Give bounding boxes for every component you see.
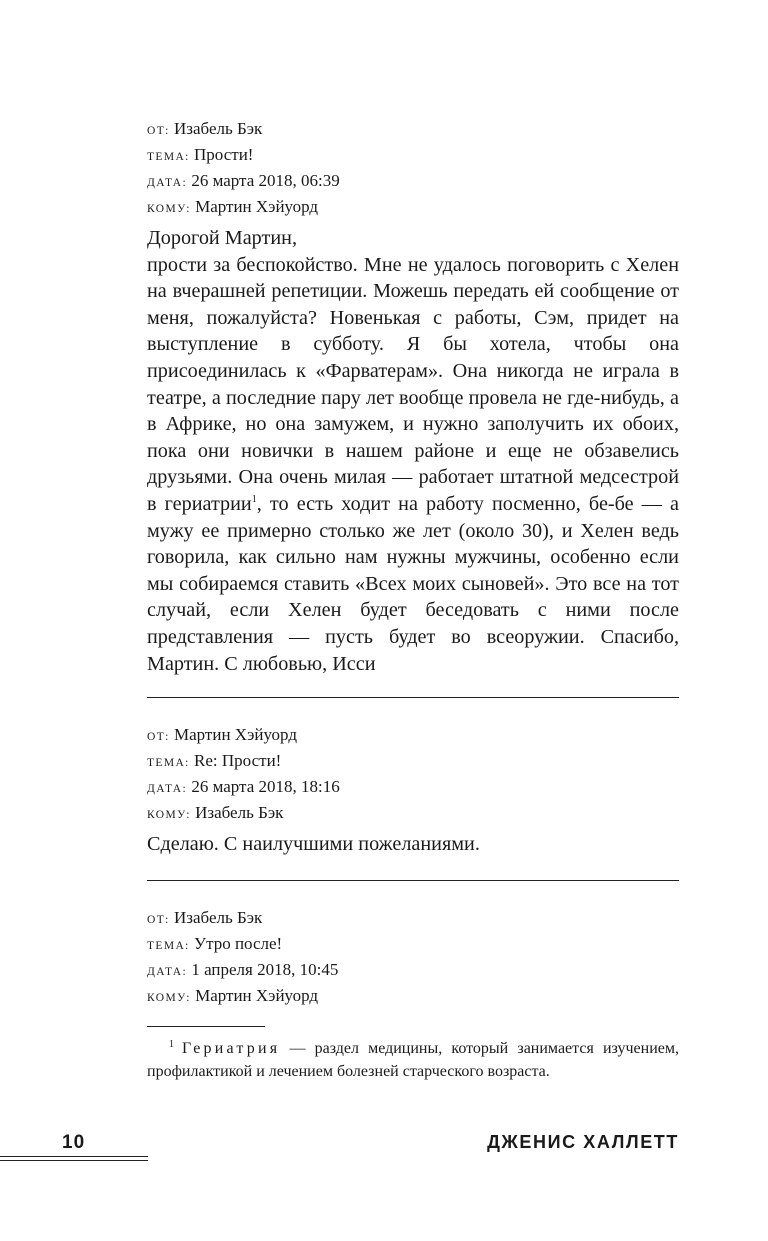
subject-value: Re: Прости! <box>194 751 282 770</box>
email-date-line <box>147 775 687 801</box>
footnote-term: Гериатрия <box>182 1040 281 1057</box>
email-body-text-part2: , то есть ходит на работу посменно, бе-бе — а мужу ее примерно столько же лет (около 30), и Хелен ведь говорила, как сильно нам нужны мужчины, особенно если мы собираемся ставить «Всех моих сыновей». Это все на тот случай, если Хелен будет беседовать с ними после представления — пусть будет во всеоружии. Спасибо, Мартин. С любовью, Исси <box>147 492 679 675</box>
to-value: Мартин Хэйуорд <box>195 986 319 1005</box>
email-from-line <box>147 117 687 143</box>
date-label: ДАТА: <box>147 177 188 189</box>
to-value: Изабель Бэк <box>195 803 284 822</box>
email-body-paragraph <box>147 252 679 678</box>
date-value: 26 марта 2018, 18:16 <box>191 777 340 796</box>
from-label: ОТ: <box>147 731 170 743</box>
email-3-header <box>147 906 687 1010</box>
to-label: КОМУ: <box>147 992 191 1004</box>
footnote-marker: 1 <box>251 493 257 505</box>
email-greeting: Дорогой Мартин, <box>147 227 297 249</box>
subject-label: ТЕМА: <box>147 151 190 163</box>
footer-rule <box>0 1156 148 1157</box>
email-1-body <box>147 225 679 677</box>
email-date-line <box>147 958 687 984</box>
from-label: ОТ: <box>147 125 170 137</box>
date-label: ДАТА: <box>147 783 188 795</box>
footnote <box>147 1033 679 1083</box>
email-separator-1 <box>147 697 679 698</box>
email-body-text-part1: прости за беспокойство. Мне не удалось поговорить с Хелен на вчерашней репетиции. Можешь передать ей сообщение от меня, пожалуйста? Новенькая с работы, Сэм, придет на выступление в субботу. Я бы хотела, чтобы она присоединилась к «Фарватерам». Она никогда не играла в театре, а последние пару лет вообще провела не где-нибудь, а в Африке, но она замужем, и нужно заполучить их обоих, пока они новички в нашем районе и еще не обзавелись друзьями. Она очень милая — работает штатной медсестрой в гериатрии <box>147 253 679 515</box>
to-label: КОМУ: <box>147 809 191 821</box>
email-from-line <box>147 723 687 749</box>
running-head-author: ДЖЕНИС ХАЛЛЕТТ <box>487 1132 679 1152</box>
email-to-line <box>147 984 687 1010</box>
subject-value: Утро после! <box>194 934 283 953</box>
email-2-body <box>147 831 679 858</box>
from-value: Изабель Бэк <box>173 908 263 927</box>
footer-rule <box>0 1160 148 1161</box>
email-subject-line <box>147 932 687 958</box>
email-date-line <box>147 169 687 195</box>
footnote-number: 1 <box>169 1039 174 1050</box>
email-body-paragraph: Сделаю. С наилучшими пожеланиями. <box>147 833 480 855</box>
page-footer <box>0 1132 768 1172</box>
email-separator-2 <box>147 880 679 881</box>
from-value: Мартин Хэйуорд <box>173 725 297 744</box>
footnote-text: — раздел медицины, который занимается изучением, профилактикой и лечением болезней старческого возраста. <box>147 1040 679 1080</box>
email-from-line <box>147 906 687 932</box>
email-subject-line <box>147 749 687 775</box>
date-value: 1 апреля 2018, 10:45 <box>191 960 339 979</box>
subject-label: ТЕМА: <box>147 757 190 769</box>
footnote-separator <box>147 1026 265 1027</box>
email-to-line <box>147 195 687 221</box>
subject-value: Прости! <box>194 145 254 164</box>
subject-label: ТЕМА: <box>147 940 190 952</box>
date-label: ДАТА: <box>147 966 188 978</box>
email-2-header <box>147 723 687 827</box>
to-value: Мартин Хэйуорд <box>195 197 319 216</box>
from-value: Изабель Бэк <box>173 119 263 138</box>
email-1-header <box>147 117 687 221</box>
email-to-line <box>147 801 687 827</box>
date-value: 26 марта 2018, 06:39 <box>191 171 340 190</box>
to-label: КОМУ: <box>147 203 191 215</box>
from-label: ОТ: <box>147 914 170 926</box>
email-subject-line <box>147 143 687 169</box>
page-number: 10 <box>62 1132 86 1153</box>
